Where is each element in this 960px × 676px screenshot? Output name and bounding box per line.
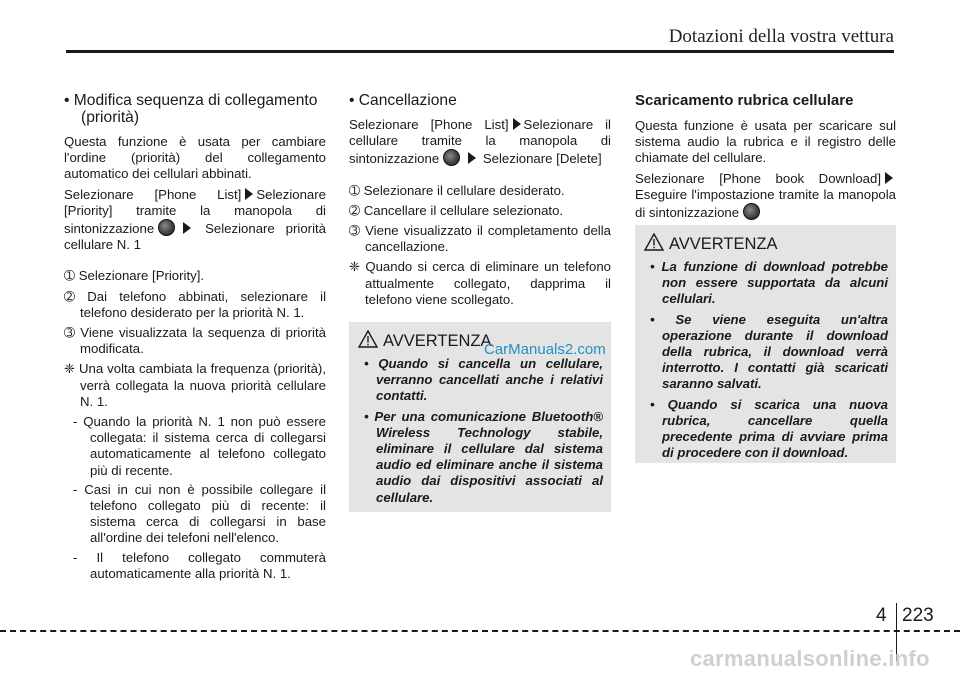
warning-item: • Per una comunicazione Bluetooth® Wireless Technology stabile, eliminare il cellulare dal sistema audio ed eliminare anche il sistema audio dai dispositivi associati al cellulare. — [364, 408, 603, 505]
section-heading-phonebook: Scaricamento rubrica cellulare — [635, 92, 854, 109]
arrow-right-icon — [245, 188, 253, 200]
warning-item: • Quando si scarica una nuova rubrica, cancellare quella precedente prima di avviare prima di procedere con il download. — [650, 396, 888, 461]
warning-item: • Se viene eseguita un'altra operazione durante il download della rubrica, il download verrà interrotto. I contatti già scaricati saranno salvati. — [650, 311, 888, 392]
step-item: ➁ Dai telefono abbinati, selezionare il telefono desiderato per la priorità N. 1. — [64, 288, 326, 320]
step-item: ➁ Cancellare il cellulare selezionato. — [349, 202, 564, 218]
instruction-text: Selezionare [Phone List] — [349, 117, 509, 132]
paragraph-instructions — [635, 171, 896, 222]
dash-item: - Casi in cui non è possibile collegare il telefono collegato più di recente: il sistema cerca di collegarsi in base all'ordine dei telefoni nell'elenco. — [73, 481, 326, 546]
page-header-title: Dotazioni della vostra vettura — [668, 26, 894, 47]
step-item: ➂ Viene visualizzata la sequenza di priorità modificata. — [64, 325, 326, 357]
paragraph: Questa funzione è usata per scaricare sul sistema audio la rubrica e il registro delle chiamate del cellulare. — [635, 118, 896, 166]
header-rule — [66, 50, 894, 53]
tuning-knob-icon — [158, 219, 175, 236]
warning-triangle-icon — [644, 233, 664, 251]
instruction-text: Selezionare [Delete] — [482, 151, 602, 167]
column-phonebook — [635, 92, 896, 225]
arrow-right-icon — [468, 152, 476, 164]
instruction-text: Selezionare [Priority] tramite la manopola di sintonizzazione — [64, 186, 326, 237]
instruction-text: Selezionare [Phone List] — [64, 186, 242, 202]
arrow-right-icon — [183, 222, 191, 234]
arrow-right-icon — [513, 118, 521, 130]
warning-list — [645, 259, 888, 465]
paragraph: Questa funzione è usata per cambiare l'ordine (priorità) del collegamento automatico dei cellulari abbinati. — [64, 134, 326, 182]
arrow-right-icon — [885, 172, 893, 184]
warning-item: • La funzione di download potrebbe non essere supportata da alcuni cellulari. — [650, 259, 888, 307]
warning-box-phonebook — [635, 225, 896, 463]
section-heading-delete: • Cancellazione — [349, 92, 457, 109]
note: ❈ Quando si cerca di eliminare un telefono attualmente collegato, dapprima il telefono viene scollegato. — [349, 259, 611, 307]
page-number: 223 — [902, 605, 934, 626]
note: ❈ Una volta cambiata la frequenza (priorità), verrà collegata la nuova priorità cellulare N. 1. — [64, 361, 326, 409]
section-heading-priority: • Modifica sequenza di collegamento (priorità) — [64, 92, 318, 126]
footer-rule — [0, 630, 960, 632]
step-item: ➀ Selezionare [Priority]. — [64, 268, 205, 284]
dash-item: - Il telefono collegato commuterà automaticamente alla priorità N. 1. — [73, 549, 326, 581]
paragraph-instructions — [349, 117, 611, 168]
watermark-link[interactable]: CarManuals2.com — [484, 341, 606, 358]
column-delete — [349, 92, 611, 312]
tuning-knob-icon — [743, 203, 760, 220]
step-item: ➂ Viene visualizzato il completamento della cancellazione. — [349, 223, 611, 255]
dash-item: - Quando la priorità N. 1 non può essere collegata: il sistema cerca di collegarsi automaticamente al telefono collegato più di recente. — [73, 414, 326, 478]
chapter-number: 4 — [876, 605, 887, 626]
paragraph-instructions — [64, 187, 326, 254]
instruction-text: Selezionare priorità cellulare N. 1 — [64, 221, 326, 253]
footer-watermark: carmanualsonline.info — [690, 646, 930, 671]
instruction-text: Eseguire l'impostazione tramite la manopola di sintonizzazione — [635, 186, 896, 221]
column-priority — [64, 92, 326, 585]
warning-title: AVVERTENZA — [383, 332, 492, 350]
warning-triangle-icon — [358, 330, 378, 348]
warning-list — [359, 356, 603, 510]
instruction-text: Selezionare [Phone book Download] — [635, 170, 881, 186]
instruction-text: Selezionare il cellulare tramite la manopola di sintonizzazione — [349, 117, 611, 167]
warning-item: • Quando si cancella un cellulare, verranno cancellati anche i relativi contatti. — [364, 356, 603, 404]
step-item: ➀ Selezionare il cellulare desiderato. — [349, 182, 565, 198]
warning-title: AVVERTENZA — [669, 235, 778, 253]
tuning-knob-icon — [443, 149, 460, 166]
